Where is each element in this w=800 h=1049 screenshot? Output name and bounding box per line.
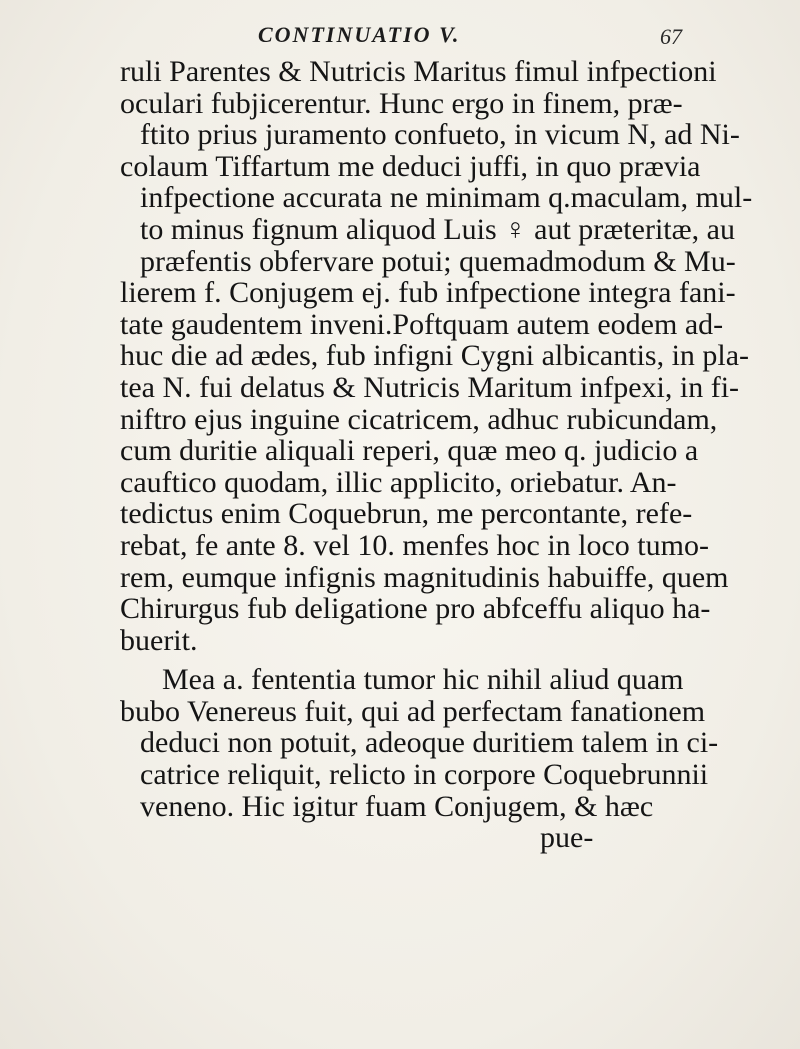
text-line: ftito prius juramento confueto, in vicum N, ad Ni-	[140, 118, 740, 152]
body-text	[120, 56, 770, 854]
text-line: tate gaudentem inveni.Poftquam autem eodem ad-	[120, 307, 724, 341]
text-line: tea N. fui delatus & Nutricis Maritum infpexi, in fi-	[120, 370, 740, 404]
text-line: to minus fignum aliquod Luis ♀ aut præteritæ, au	[140, 212, 735, 246]
text-line: rem, eumque infignis magnitudinis habuiffe, quem	[120, 560, 729, 594]
text-line: deduci non potuit, adeoque duritiem talem in ci-	[140, 726, 719, 760]
running-head	[0, 14, 800, 54]
text-line: rebat, fe ante 8. vel 10. menfes hoc in loco tumo-	[120, 528, 709, 562]
page-number: 67	[660, 24, 682, 49]
text-line: Mea a. fententia tumor hic nihil aliud quam	[162, 663, 684, 697]
text-line: veneno. Hic igitur fuam Conjugem, & hæc	[140, 789, 654, 823]
running-head-title: CONTINUATIO V.	[258, 22, 461, 47]
text-line: niftro ejus inguine cicatricem, adhuc rubicundam,	[120, 402, 718, 436]
text-line: cum duritie aliquali reperi, quæ meo q. judicio a	[120, 434, 699, 468]
text-line: infpectione accurata ne minimam q.maculam, mul-	[140, 181, 753, 215]
text-line: oculari fubjicerentur. Hunc ergo in finem, præ-	[120, 86, 683, 120]
text-line: ruli Parentes & Nutricis Maritus fimul infpectioni	[120, 55, 717, 88]
text-line: præfentis obfervare potui; quemadmodum & Mu-	[140, 244, 736, 278]
text-line: huc die ad ædes, fub infigni Cygni albicantis, in pla-	[120, 339, 750, 373]
text-line: cauftico quodam, illic applicito, oriebatur. An-	[120, 465, 677, 499]
text-line: bubo Venereus fuit, qui ad perfectam fanationem	[120, 694, 706, 728]
text-line: lierem f. Conjugem ej. fub infpectione integra fani-	[120, 276, 736, 310]
text-line: colaum Tiffartum me deduci juffi, in quo prævia	[120, 149, 701, 183]
text-line: catrice reliquit, relicto in corpore Coquebrunnii	[140, 758, 709, 792]
text-line: Chirurgus fub deligatione pro abfceffu aliquo ha-	[120, 592, 711, 626]
text-line: buerit.	[120, 623, 198, 657]
text-line: tedictus enim Coquebrun, me percontante, refe-	[120, 497, 693, 531]
catchword: pue-	[540, 821, 594, 855]
